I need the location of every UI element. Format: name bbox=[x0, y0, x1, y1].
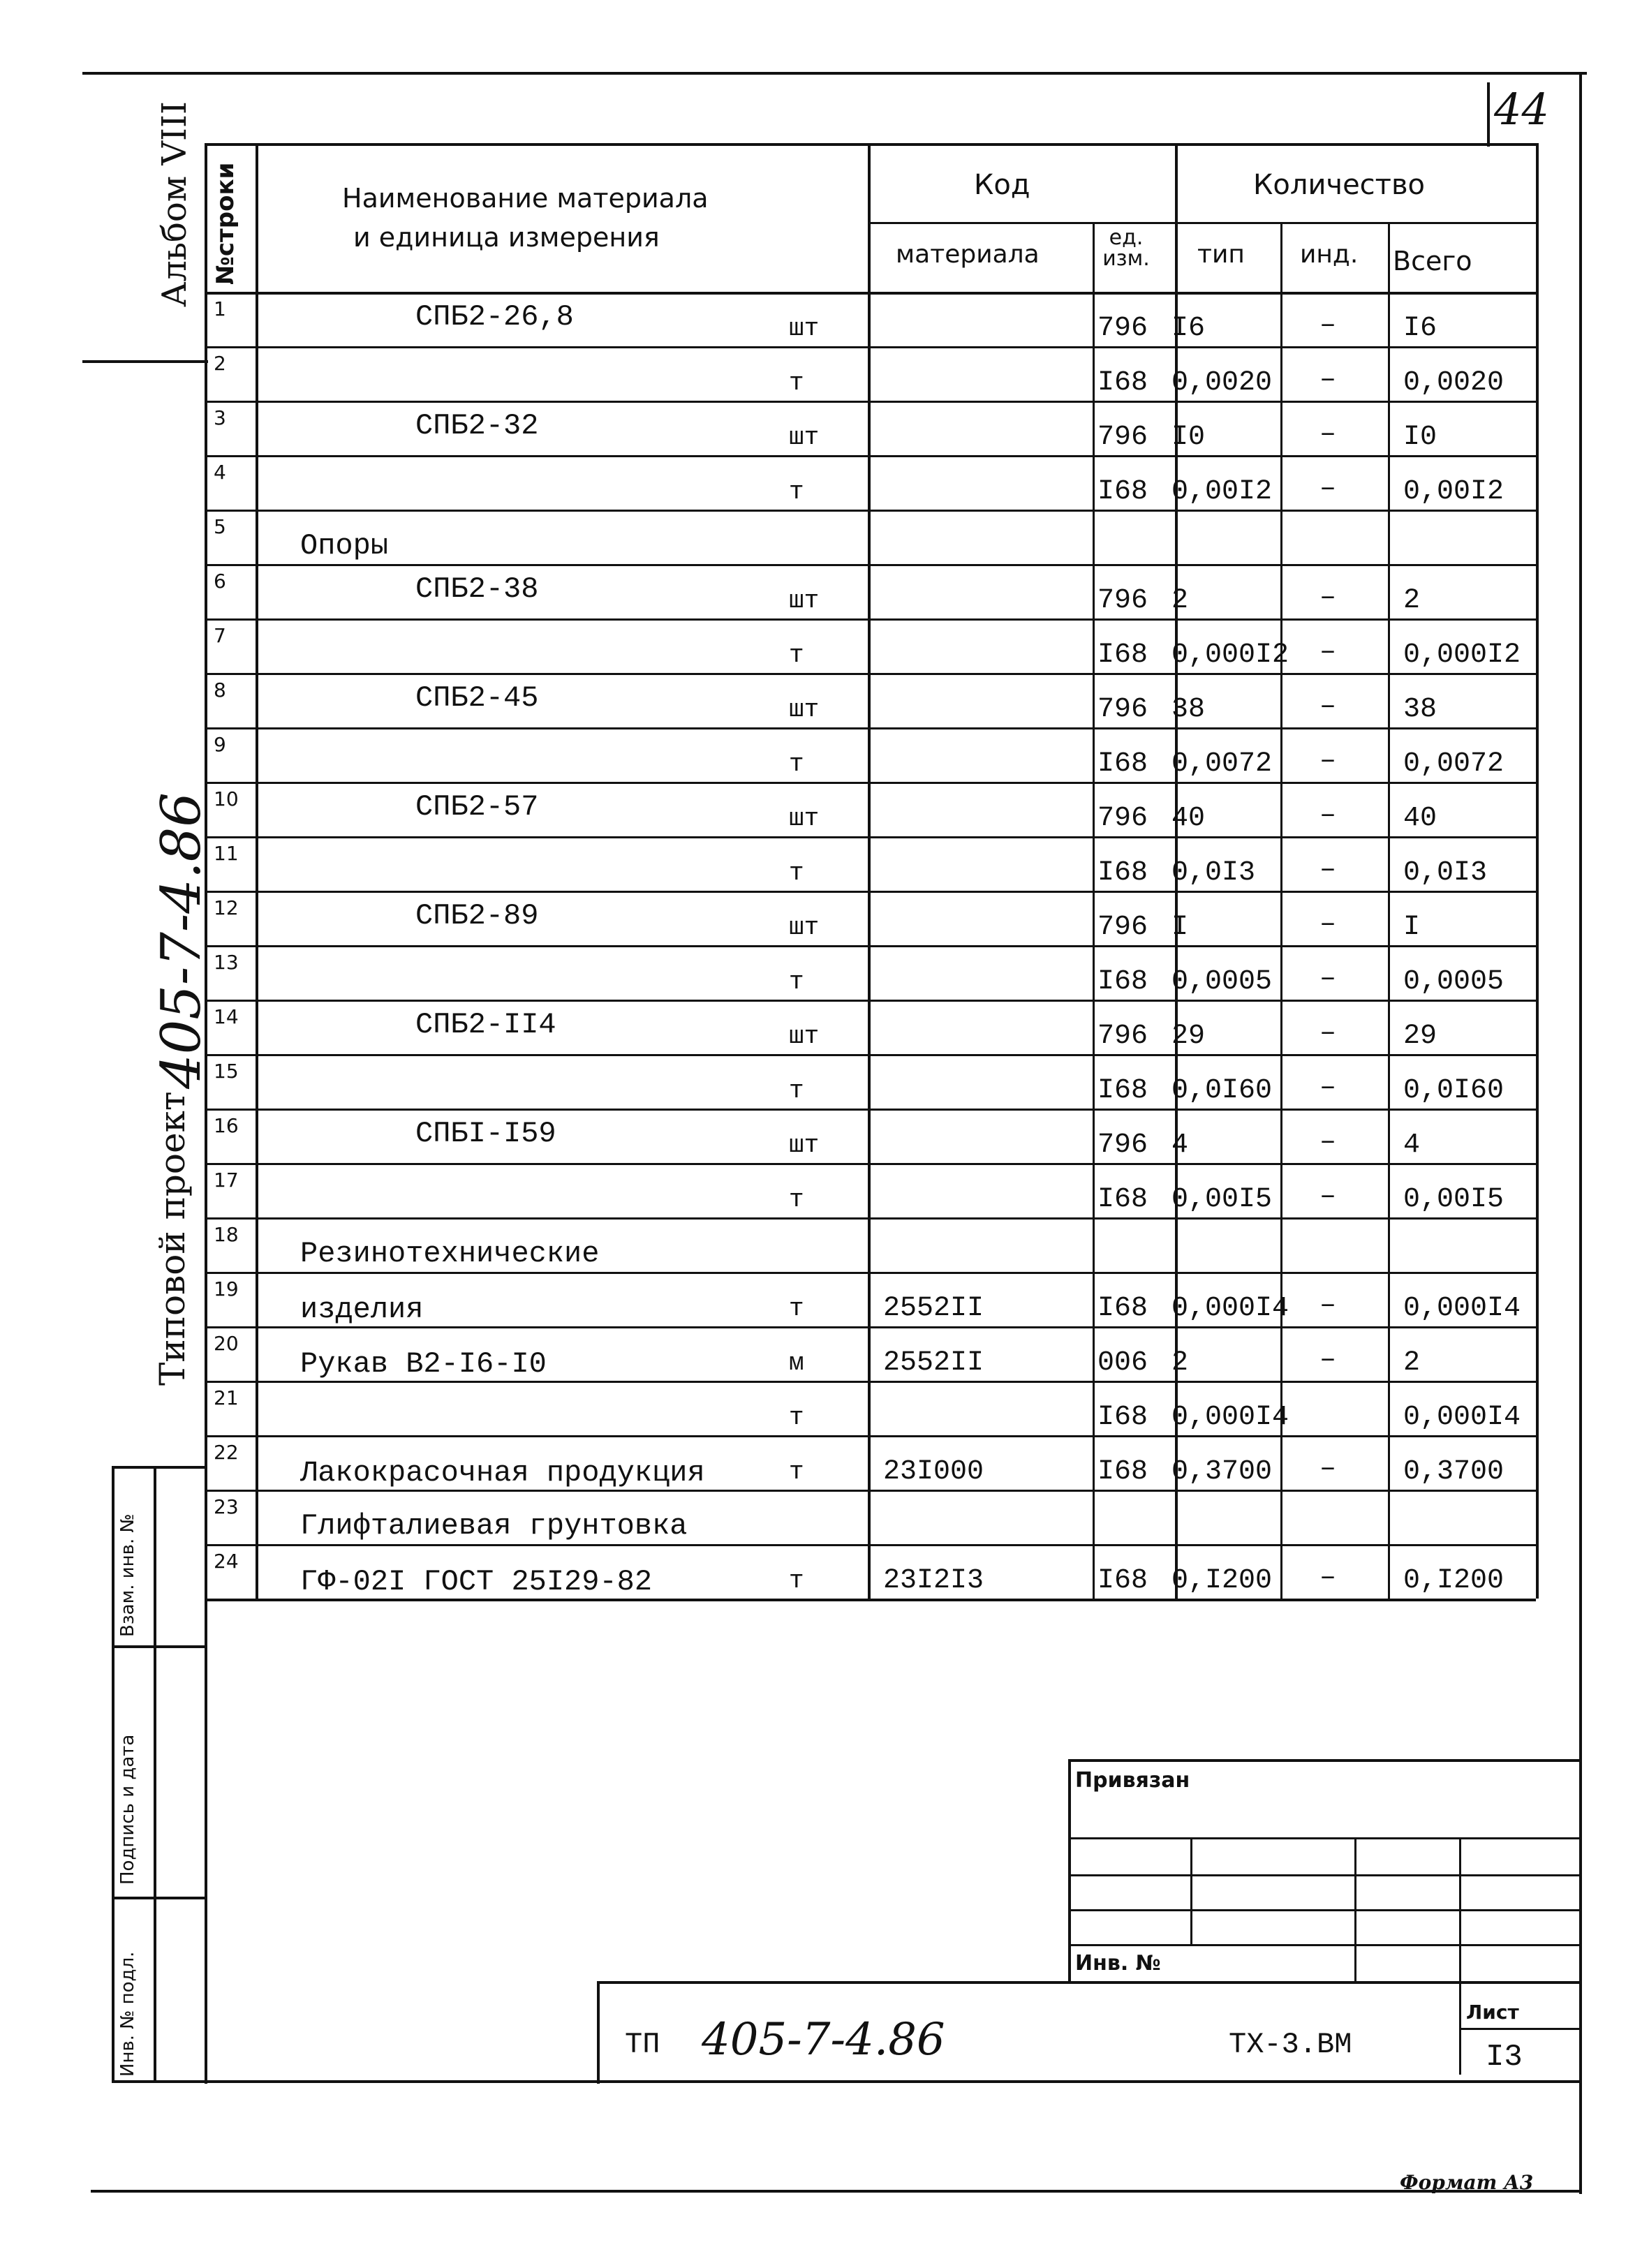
qty-ind: – bbox=[1319, 854, 1337, 886]
unit: шт bbox=[789, 804, 820, 833]
album-label: Альбом VIII bbox=[155, 101, 194, 307]
row-number: 16 bbox=[214, 1114, 239, 1137]
col-num-line bbox=[256, 143, 258, 1599]
stamp-line-3 bbox=[112, 1897, 206, 1899]
unit-code: I68 bbox=[1097, 748, 1148, 780]
qty-ind: – bbox=[1319, 310, 1337, 341]
qty-type: 0,3700 bbox=[1171, 1456, 1273, 1488]
tb-sheet-no: I3 bbox=[1486, 2040, 1523, 2075]
unit-code: I68 bbox=[1097, 966, 1148, 998]
row-number: 3 bbox=[214, 406, 226, 429]
tb-col-1 bbox=[1190, 1837, 1192, 1944]
material-name: Рукав В2-I6-I0 bbox=[300, 1347, 547, 1381]
row-line bbox=[207, 1272, 1536, 1274]
unit-code: I68 bbox=[1097, 1456, 1148, 1488]
stamp-inv-vzam: Взам. инв. № bbox=[117, 1513, 138, 1637]
unit-code: I68 bbox=[1097, 1565, 1148, 1596]
unit-code: 006 bbox=[1097, 1347, 1148, 1379]
qty-type: 4 bbox=[1171, 1129, 1189, 1161]
project-label: Типовой проект bbox=[152, 1091, 193, 1386]
qty-total: 0,3700 bbox=[1403, 1456, 1504, 1488]
row-number: 21 bbox=[214, 1386, 239, 1409]
tb-tp-number: 405-7-4.86 bbox=[702, 2014, 945, 2066]
row-number: 17 bbox=[214, 1169, 239, 1192]
unit-code: I68 bbox=[1097, 639, 1148, 671]
material-name: СПБ2-45 bbox=[415, 681, 539, 715]
stamp-line-2 bbox=[112, 1645, 206, 1648]
sheet-box-left bbox=[1487, 82, 1490, 147]
qty-total: 0,0072 bbox=[1403, 748, 1504, 780]
header-row-number: №строки bbox=[212, 162, 239, 285]
unit-code: I68 bbox=[1097, 857, 1148, 889]
col-code-line bbox=[868, 143, 871, 1599]
qty-total: 38 bbox=[1403, 694, 1437, 725]
qty-type: 0,0020 bbox=[1171, 367, 1273, 399]
header-bottom-line bbox=[207, 292, 1536, 295]
table-bottom-line bbox=[207, 1599, 1536, 1601]
unit: шт bbox=[789, 1131, 820, 1159]
qty-type: 40 bbox=[1171, 803, 1206, 834]
unit-code: 796 bbox=[1097, 912, 1148, 943]
qty-ind: – bbox=[1319, 1344, 1337, 1376]
unit-code: 796 bbox=[1097, 422, 1148, 453]
qty-type: I6 bbox=[1171, 313, 1206, 344]
stamp-line-4 bbox=[112, 2080, 206, 2083]
tb-col-3 bbox=[1459, 1837, 1461, 2075]
qty-type: 0,00I2 bbox=[1171, 476, 1273, 507]
unit-code: 796 bbox=[1097, 1129, 1148, 1161]
qty-total: 0,0005 bbox=[1403, 966, 1504, 998]
stamp-sign-date: Подпись и дата bbox=[117, 1734, 138, 1885]
unit: шт bbox=[789, 695, 820, 724]
unit: т bbox=[789, 1566, 804, 1595]
row-line bbox=[207, 618, 1536, 621]
project-code-handwritten: 405-7-4.86 bbox=[150, 792, 213, 1089]
qty-total: 4 bbox=[1403, 1129, 1421, 1161]
material-name: СПБ2-38 bbox=[415, 572, 539, 606]
qty-total: 0,000I4 bbox=[1403, 1293, 1521, 1324]
row-number: 2 bbox=[214, 352, 226, 375]
qty-ind: – bbox=[1319, 1072, 1337, 1104]
tb-col-2 bbox=[1354, 1837, 1356, 1982]
tb-inv-no: Инв. № bbox=[1075, 1951, 1161, 1976]
unit-code: I68 bbox=[1097, 476, 1148, 507]
row-line bbox=[207, 945, 1536, 947]
unit-code: I68 bbox=[1097, 1293, 1148, 1324]
qty-ind: – bbox=[1319, 800, 1337, 831]
tb-line-b bbox=[1068, 1874, 1581, 1876]
qty-ind: – bbox=[1319, 909, 1337, 940]
qty-type: 0,0I3 bbox=[1171, 857, 1256, 889]
qty-total: 0,I200 bbox=[1403, 1565, 1504, 1596]
unit-code: 796 bbox=[1097, 694, 1148, 725]
unit: т bbox=[789, 1403, 804, 1432]
material-name: СПБ2-89 bbox=[415, 899, 539, 933]
material-name: ГФ-02I ГОСТ 25I29-82 bbox=[300, 1565, 653, 1599]
unit-code: I68 bbox=[1097, 367, 1148, 399]
frame-top-line bbox=[82, 72, 1587, 75]
qty-total: 29 bbox=[1403, 1021, 1437, 1052]
tb-sheet-label: Лист bbox=[1466, 2001, 1519, 2024]
material-name: СПБ2-57 bbox=[415, 790, 539, 824]
qty-total: I6 bbox=[1403, 313, 1437, 344]
row-number: 8 bbox=[214, 679, 226, 702]
unit: т bbox=[789, 1185, 804, 1214]
table-right-line bbox=[1536, 143, 1539, 1599]
format-label: Формат А3 bbox=[1400, 2171, 1534, 2194]
qty-total: 0,00I2 bbox=[1403, 476, 1504, 507]
material-name: Лакокрасочная продукция bbox=[300, 1456, 705, 1490]
unit: т bbox=[789, 1294, 804, 1323]
unit: т bbox=[789, 1458, 804, 1486]
unit: шт bbox=[789, 913, 820, 942]
page-left-border bbox=[205, 143, 207, 2084]
unit-code: 796 bbox=[1097, 803, 1148, 834]
qty-ind: – bbox=[1319, 364, 1337, 396]
unit-code: I68 bbox=[1097, 1075, 1148, 1106]
left-margin-line bbox=[82, 360, 208, 363]
material-code: 23I000 bbox=[883, 1456, 984, 1488]
tb-privyazan-left bbox=[1068, 1759, 1071, 1982]
qty-total: 0,00I5 bbox=[1403, 1184, 1504, 1215]
qty-type: 0,00I5 bbox=[1171, 1184, 1273, 1215]
qty-ind: – bbox=[1319, 1562, 1337, 1594]
col-ind-line bbox=[1280, 222, 1282, 1599]
unit: шт bbox=[789, 423, 820, 452]
row-number: 13 bbox=[214, 951, 239, 974]
qty-type: 0,0005 bbox=[1171, 966, 1273, 998]
qty-total: I0 bbox=[1403, 422, 1437, 453]
header-total: Всего bbox=[1393, 246, 1472, 276]
qty-ind: – bbox=[1319, 1290, 1337, 1321]
unit-code: 796 bbox=[1097, 1021, 1148, 1052]
unit-code: 796 bbox=[1097, 585, 1148, 616]
header-name-line1: Наименование материала bbox=[342, 183, 709, 214]
row-line bbox=[207, 1000, 1536, 1002]
qty-total: 0,000I4 bbox=[1403, 1402, 1521, 1433]
qty-ind: – bbox=[1319, 1181, 1337, 1213]
row-number: 4 bbox=[214, 461, 226, 484]
qty-ind: – bbox=[1319, 1453, 1337, 1485]
material-code: 23I2I3 bbox=[883, 1565, 984, 1596]
row-number: 20 bbox=[214, 1332, 239, 1355]
row-number: 10 bbox=[214, 787, 239, 810]
unit: шт bbox=[789, 314, 820, 343]
row-line bbox=[207, 346, 1536, 348]
qty-ind: – bbox=[1319, 637, 1337, 668]
material-name: изделия bbox=[300, 1293, 424, 1326]
row-line bbox=[207, 510, 1536, 512]
qty-type: 0,000I4 bbox=[1171, 1293, 1289, 1324]
qty-total: 0,0I3 bbox=[1403, 857, 1488, 889]
unit: шт bbox=[789, 586, 820, 615]
row-line bbox=[207, 727, 1536, 729]
unit: т bbox=[789, 641, 804, 669]
row-line bbox=[207, 1435, 1536, 1437]
unit-code: I68 bbox=[1097, 1402, 1148, 1433]
tb-top bbox=[1068, 1759, 1581, 1762]
tb-sheet-line bbox=[1459, 2028, 1581, 2030]
row-number: 7 bbox=[214, 624, 226, 647]
qty-ind: – bbox=[1319, 473, 1337, 505]
header-code: Код bbox=[974, 169, 1030, 201]
row-line bbox=[207, 836, 1536, 838]
row-number: 9 bbox=[214, 733, 226, 756]
qty-type: 0,000I4 bbox=[1171, 1402, 1289, 1433]
qty-type: 2 bbox=[1171, 585, 1189, 616]
unit: т bbox=[789, 968, 804, 996]
unit: м bbox=[789, 1349, 804, 1377]
qty-ind: – bbox=[1319, 582, 1337, 614]
qty-total: I bbox=[1403, 912, 1421, 943]
qty-ind: – bbox=[1319, 963, 1337, 995]
tb-main-left bbox=[597, 1981, 600, 2084]
qty-type: 29 bbox=[1171, 1021, 1206, 1052]
qty-type: 2 bbox=[1171, 1347, 1189, 1379]
row-line bbox=[207, 1054, 1536, 1056]
tb-line-c bbox=[1068, 1909, 1581, 1911]
header-material: материала bbox=[896, 240, 1040, 269]
material-name: СПБI-I59 bbox=[415, 1117, 556, 1150]
row-line bbox=[207, 1217, 1536, 1220]
material-name: СПБ2-32 bbox=[415, 409, 539, 443]
unit: т bbox=[789, 477, 804, 506]
row-line bbox=[207, 1490, 1536, 1492]
qty-ind: – bbox=[1319, 746, 1337, 777]
stamp-outer bbox=[112, 1466, 114, 2080]
tb-tp-prefix: ТП bbox=[625, 2028, 660, 2061]
row-line bbox=[207, 1109, 1536, 1111]
header-name-line2: и единица измерения bbox=[353, 222, 660, 253]
qty-type: 0,000I2 bbox=[1171, 639, 1289, 671]
row-number: 23 bbox=[214, 1495, 239, 1518]
unit: т bbox=[789, 369, 804, 397]
row-number: 24 bbox=[214, 1550, 239, 1573]
tb-line-a bbox=[1068, 1837, 1581, 1839]
row-number: 22 bbox=[214, 1441, 239, 1464]
qty-type: I0 bbox=[1171, 422, 1206, 453]
header-type: тип bbox=[1197, 240, 1245, 269]
qty-type: 0,0I60 bbox=[1171, 1075, 1273, 1106]
material-name: СПБ2-II4 bbox=[415, 1008, 556, 1042]
tb-main-bottom bbox=[205, 2080, 1581, 2083]
row-number: 1 bbox=[214, 297, 226, 320]
header-quantity: Количество bbox=[1253, 169, 1426, 201]
header-unit-code: ед. изм. bbox=[1102, 225, 1150, 271]
qty-ind: – bbox=[1319, 691, 1337, 722]
row-line bbox=[207, 1163, 1536, 1165]
table-top-line bbox=[207, 143, 1536, 146]
row-number: 12 bbox=[214, 896, 239, 919]
row-number: 18 bbox=[214, 1223, 239, 1246]
header-ind: инд. bbox=[1300, 240, 1359, 269]
row-number: 11 bbox=[214, 842, 239, 865]
row-number: 14 bbox=[214, 1005, 239, 1028]
stamp-line-1 bbox=[112, 1466, 206, 1469]
row-line bbox=[207, 455, 1536, 457]
row-line bbox=[207, 1381, 1536, 1383]
qty-type: I bbox=[1171, 912, 1189, 943]
qty-type: 0,0072 bbox=[1171, 748, 1273, 780]
stamp-divider bbox=[154, 1466, 156, 2080]
header-mid-line bbox=[868, 222, 1536, 224]
unit: т bbox=[789, 1076, 804, 1105]
qty-total: 0,0020 bbox=[1403, 367, 1504, 399]
frame-bottom-line bbox=[91, 2190, 1581, 2193]
row-line bbox=[207, 891, 1536, 893]
material-code: 2552II bbox=[883, 1293, 984, 1324]
row-number: 15 bbox=[214, 1060, 239, 1083]
unit-code: I68 bbox=[1097, 1184, 1148, 1215]
tb-line-d bbox=[1068, 1944, 1581, 1946]
qty-ind: – bbox=[1319, 419, 1337, 450]
unit: шт bbox=[789, 1022, 820, 1051]
material-name: Опоры bbox=[300, 529, 389, 563]
tb-privyazan: Привязан bbox=[1075, 1768, 1190, 1793]
row-line bbox=[207, 1326, 1536, 1328]
qty-type: 0,I200 bbox=[1171, 1565, 1273, 1596]
row-line bbox=[207, 782, 1536, 784]
material-name: Резинотехнические bbox=[300, 1237, 600, 1270]
qty-total: 40 bbox=[1403, 803, 1437, 834]
row-line bbox=[207, 564, 1536, 566]
material-name: Глифталиевая грунтовка bbox=[300, 1509, 688, 1543]
sheet-number-handwritten: 44 bbox=[1494, 84, 1549, 135]
row-number: 5 bbox=[214, 515, 226, 538]
stamp-inv-podl: Инв. № подл. bbox=[117, 1951, 138, 2077]
qty-total: 0,0I60 bbox=[1403, 1075, 1504, 1106]
tb-doc-code: ТХ-3.ВМ bbox=[1229, 2028, 1352, 2061]
row-number: 6 bbox=[214, 570, 226, 593]
qty-total: 2 bbox=[1403, 585, 1421, 616]
row-line bbox=[207, 673, 1536, 675]
col-total-line bbox=[1388, 222, 1390, 1599]
tb-main-top bbox=[597, 1981, 1581, 1984]
qty-total: 0,000I2 bbox=[1403, 639, 1521, 671]
unit-code: 796 bbox=[1097, 313, 1148, 344]
unit: т bbox=[789, 750, 804, 778]
qty-type: 38 bbox=[1171, 694, 1206, 725]
row-number: 19 bbox=[214, 1277, 239, 1300]
row-line bbox=[207, 1544, 1536, 1546]
qty-ind: – bbox=[1319, 1127, 1337, 1158]
unit: т bbox=[789, 859, 804, 887]
row-line bbox=[207, 401, 1536, 403]
material-code: 2552II bbox=[883, 1347, 984, 1379]
col-unit-line bbox=[1093, 222, 1095, 1599]
qty-total: 2 bbox=[1403, 1347, 1421, 1379]
qty-ind: – bbox=[1319, 1018, 1337, 1049]
material-name: СПБ2-26,8 bbox=[415, 300, 574, 334]
